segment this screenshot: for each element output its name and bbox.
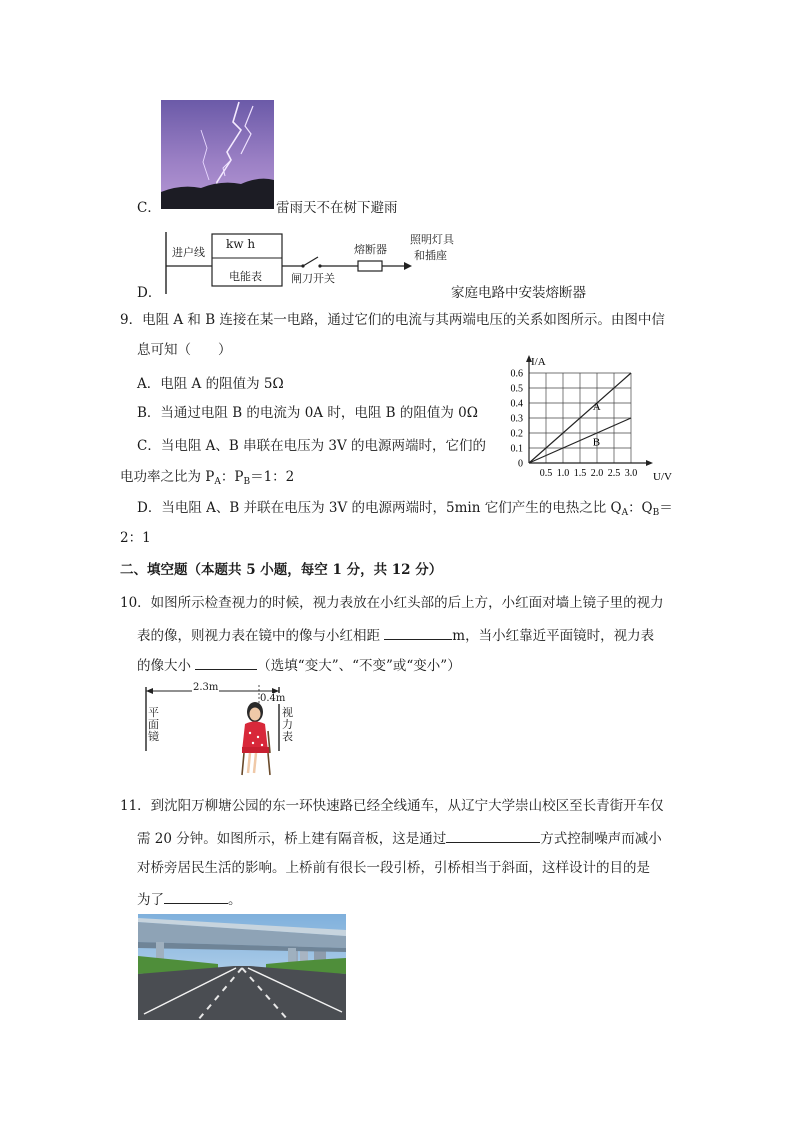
x-tick-label: 2.0: [590, 468, 604, 479]
q11-blank-1[interactable]: [446, 828, 540, 843]
iu-chart: [495, 348, 685, 482]
option-d-caption: 家庭电路中安装熔断器: [451, 285, 586, 301]
q10-blank-1[interactable]: [384, 625, 452, 640]
q11-line3: 对桥旁居民生活的影响。上桥前有很长一段引桥，引桥相当于斜面，这样设计的目的是: [137, 860, 650, 876]
q9-option-d-line1: D．当电阻 A、B 并联在电压为 3V 的电源两端时，5min 它们产生的电热之比 $Q_A$：$Q_B=$: [137, 500, 673, 518]
series-label-b: B: [592, 436, 601, 449]
series-label-a: A: [592, 401, 601, 413]
q10-line3: 的像大小 （选填“变大”、“不变”或“变小”）: [137, 655, 461, 675]
x-axis-arrow: [646, 460, 653, 466]
x-axis-label: U/V: [653, 471, 672, 482]
y-tick-label: 0.6: [510, 368, 523, 380]
y-tick-label: 0.5: [510, 383, 523, 395]
dist-label-0-4m: 0.4m: [260, 693, 286, 704]
option-d-letter: D．: [137, 285, 162, 301]
section2-title: 二、填空题（本题共 5 小题，每空 1 分，共 12 分）: [120, 562, 443, 578]
q11-blank-2[interactable]: [164, 889, 228, 904]
circuit-load-line1: 照明灯具: [410, 233, 454, 246]
q11-line2: 需 20 分钟。如图所示，桥上建有隔音板，这是通过 方式控制噪声而减小: [137, 828, 662, 848]
q9-option-b: B．当通过电阻 B 的电流为 0A 时，电阻 B 的阻值为 0Ω: [137, 405, 478, 421]
q9-option-a: A．电阻 A 的阻值为 5Ω: [137, 376, 284, 392]
q10-blank-2[interactable]: [195, 655, 257, 670]
x-tick-label: 2.5: [607, 468, 621, 479]
y-tick-label: 0.4: [510, 398, 523, 410]
q9-stem-line2: 息可知（ ）: [137, 342, 232, 358]
x-tick-label: 3.0: [624, 468, 638, 479]
option-c-caption: 雷雨天不在树下避雨: [276, 200, 398, 216]
q10-line2: 表的像，则视力表在镜中的像与小红相距 m，当小红靠近平面镜时，视力表: [137, 625, 654, 645]
q9-stem-line1: 9．电阻 A 和 B 连接在某一电路，通过它们的电流与其两端电压的关系如图所示。由图中信: [120, 312, 665, 328]
bridge-photo: [138, 914, 346, 1020]
q11-line4: 为了 。: [137, 889, 242, 909]
circuit-meter-unit: kw h: [226, 237, 256, 251]
circuit-incoming-line: 进户线: [172, 246, 205, 259]
option-c-letter: C．: [137, 200, 161, 216]
circuit-diagram: [160, 228, 460, 300]
q11-line1: 11．到沈阳万柳塘公园的东一环快速路已经全线通车，从辽宁大学崇山校区至长青街开车仅: [120, 798, 664, 814]
y-tick-label: 0.3: [510, 413, 523, 425]
y-tick-label: 0.1: [510, 443, 523, 455]
mirror-label: 平面镜: [148, 706, 159, 743]
q9-option-d-line2: 2：1: [120, 530, 151, 546]
x-tick-label: 0.5: [539, 468, 553, 479]
y-tick-label: 0: [518, 458, 523, 470]
q9-option-c-line1: C．当电阻 A、B 串联在电压为 3V 的电源两端时，它们的: [137, 438, 487, 454]
iu-chart-svg: [495, 348, 685, 482]
y-tick-label: 0.2: [510, 428, 523, 440]
circuit-fuse: 熔断器: [354, 243, 387, 256]
lightning-photo: [161, 100, 274, 209]
q10-line1: 10．如图所示检查视力的时候，视力表放在小红头部的后上方，小红面对墙上镜子里的视力: [120, 595, 664, 611]
y-axis-label: I/A: [531, 356, 546, 368]
eye-chart-label: 视力表: [282, 706, 293, 743]
x-tick-label: 1.0: [556, 468, 570, 479]
circuit-meter-name: 电能表: [229, 270, 262, 283]
x-tick-label: 1.5: [573, 468, 587, 479]
q9-option-c-line2: 电功率之比为 $P_A$：$P_B=1$：2: [120, 469, 295, 487]
circuit-load-line2: 和插座: [414, 249, 447, 262]
vision-test-figure: [136, 681, 306, 781]
circuit-switch: 闸刀开关: [291, 272, 335, 285]
dist-label-2-3m: 2.3m: [193, 682, 219, 693]
